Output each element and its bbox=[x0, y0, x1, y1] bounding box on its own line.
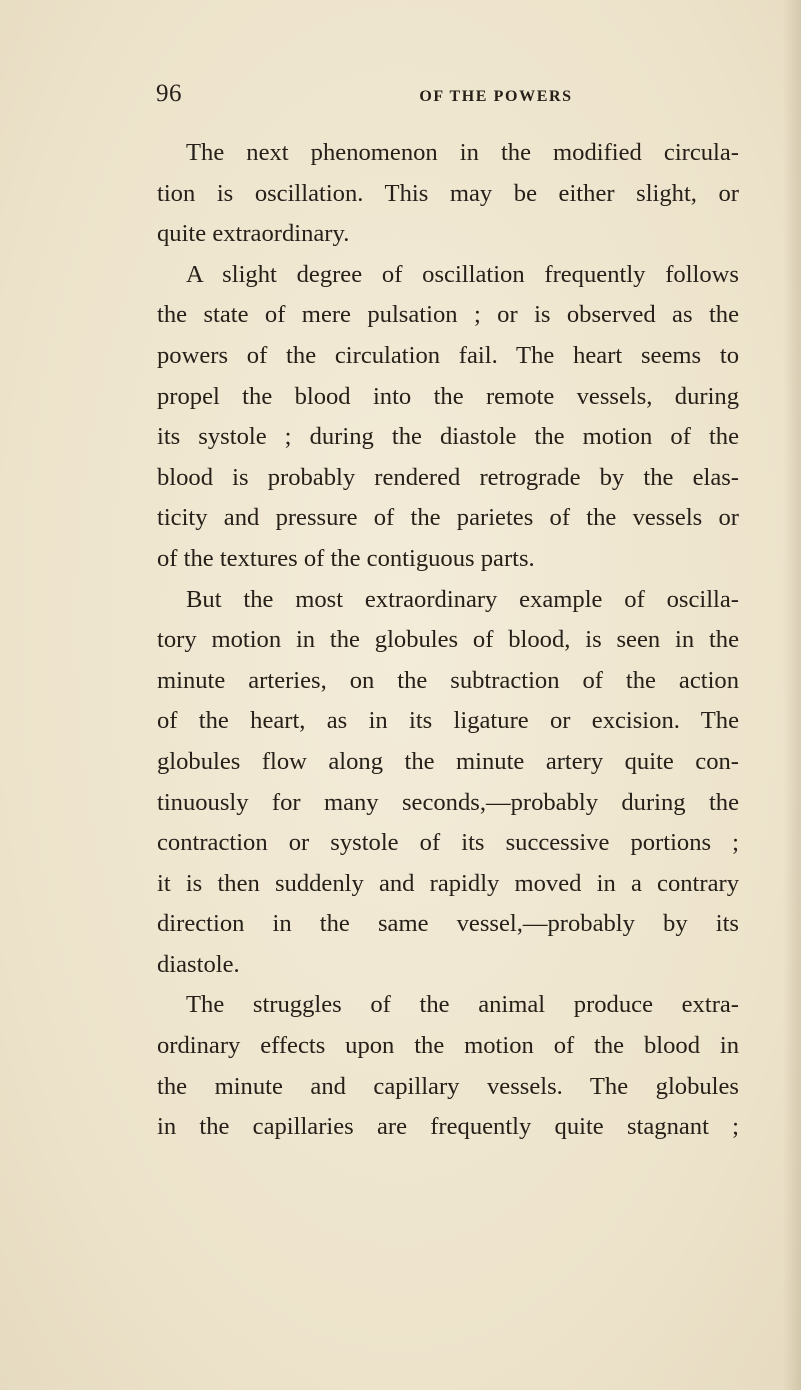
text-line: contraction or systole of its successive portions ; bbox=[157, 829, 739, 857]
text-line: diastole. bbox=[157, 950, 240, 978]
text-line: ordinary effects upon the motion of the blood in bbox=[157, 1032, 739, 1060]
body-text bbox=[157, 133, 739, 1148]
running-head: OF THE POWERS bbox=[419, 88, 573, 105]
text-line: of the textures of the contiguous parts. bbox=[157, 544, 535, 572]
text-line: of the heart, as in its ligature or excision. The bbox=[157, 707, 739, 735]
page-number: 96 bbox=[156, 80, 182, 107]
text-line: globules flow along the minute artery quite con- bbox=[157, 747, 739, 775]
text-line: powers of the circulation fail. The heart seems to bbox=[157, 341, 739, 369]
text-line: The next phenomenon in the modified circula- bbox=[186, 139, 739, 166]
text-line: blood is probably rendered retrograde by the elas- bbox=[157, 463, 739, 491]
text-line: propel the blood into the remote vessels, during bbox=[157, 382, 739, 410]
text-line: tinuously for many seconds,—probably during the bbox=[157, 788, 739, 816]
text-line: it is then suddenly and rapidly moved in a contrary bbox=[157, 869, 739, 897]
text-line: A slight degree of oscillation frequently follows bbox=[186, 260, 739, 288]
page-edge-shadow bbox=[783, 0, 801, 1390]
text-line: ticity and pressure of the parietes of the vessels or bbox=[157, 504, 739, 532]
text-line: tion is oscillation. This may be either slight, or bbox=[157, 179, 739, 207]
text-line: tory motion in the globules of blood, is seen in the bbox=[157, 626, 739, 654]
text-line: direction in the same vessel,—probably by its bbox=[157, 910, 739, 938]
page-header bbox=[156, 80, 736, 120]
text-line: But the most extraordinary example of oscilla- bbox=[186, 585, 739, 613]
text-line: in the capillaries are frequently quite stagnant ; bbox=[157, 1113, 739, 1141]
text-line: its systole ; during the diastole the motion of the bbox=[157, 423, 739, 451]
text-line: quite extraordinary. bbox=[157, 220, 350, 248]
text-line: minute arteries, on the subtraction of the action bbox=[157, 666, 739, 694]
text-line: The struggles of the animal produce extra- bbox=[186, 991, 739, 1019]
text-line: the state of mere pulsation ; or is observed as the bbox=[157, 301, 739, 329]
text-line: the minute and capillary vessels. The globules bbox=[157, 1072, 739, 1100]
